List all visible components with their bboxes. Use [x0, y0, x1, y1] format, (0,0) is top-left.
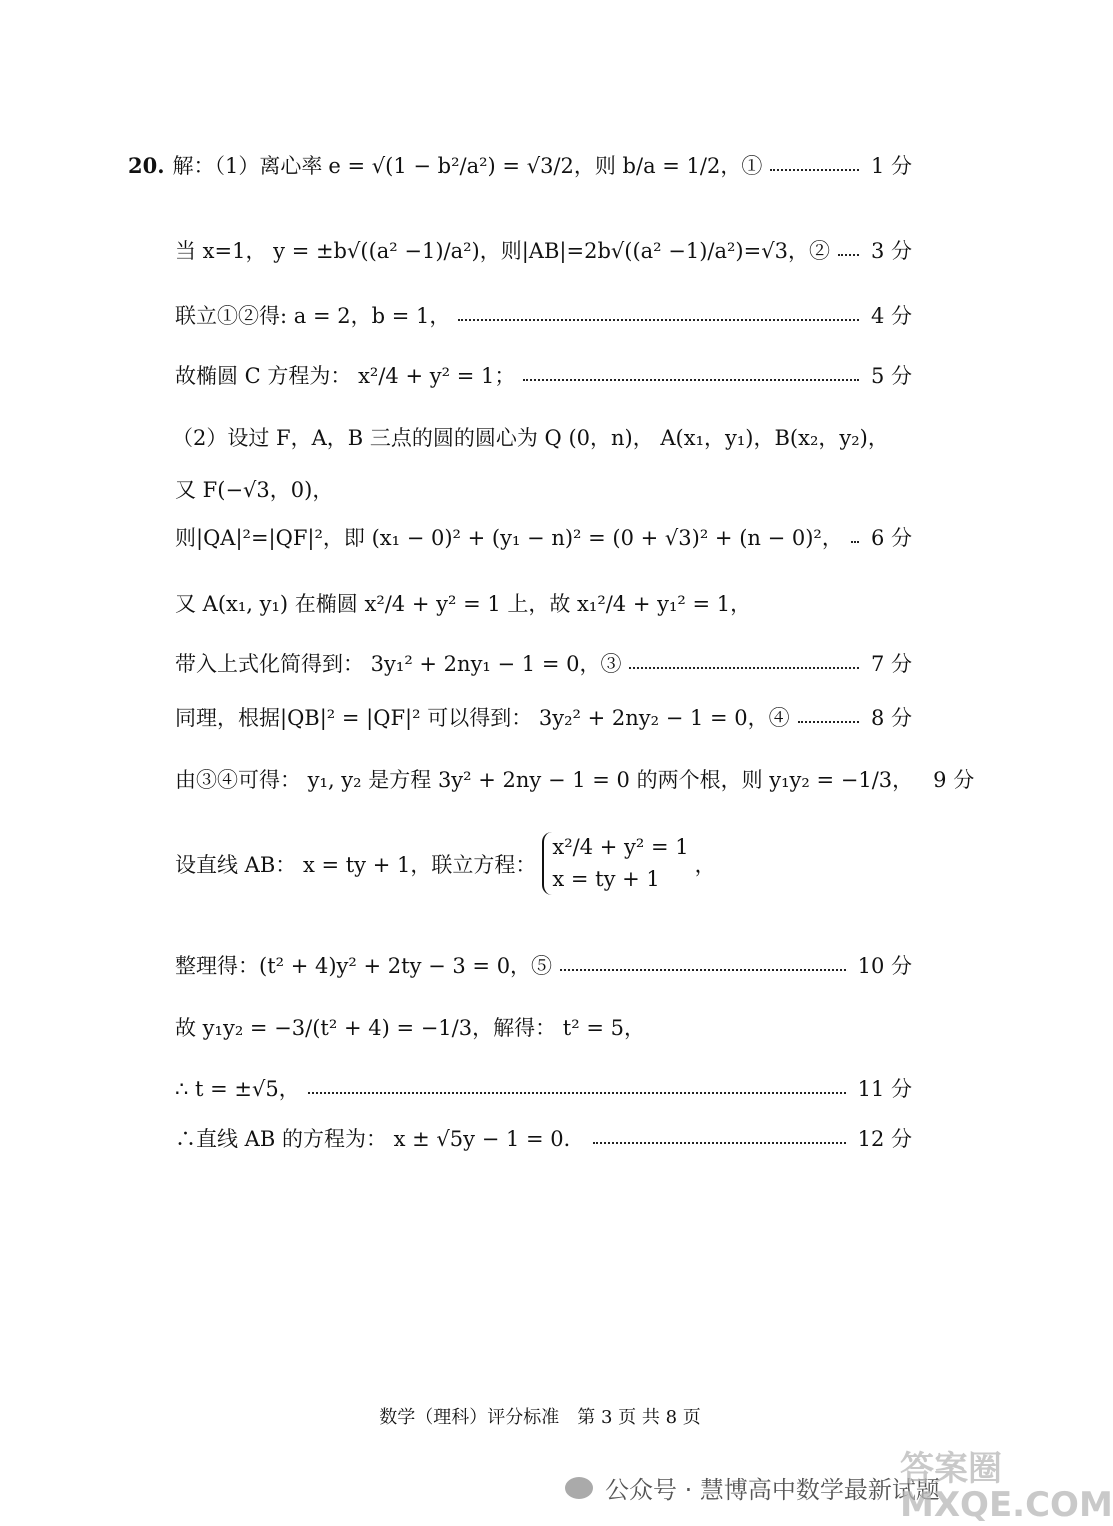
wechat-text: 公众号 · 慧博高中数学最新试题	[605, 1476, 940, 1504]
solution-line-8	[175, 588, 912, 618]
line-text: 又 F(−√3，0)，	[175, 478, 334, 502]
solution-line-12	[175, 832, 912, 895]
line-text: 又 A(x₁, y₁) 在椭圆 x²/4 + y² = 1 上，故 x₁²/4 + y₁² = 1，	[175, 592, 752, 616]
line-text: 则|QA|²=|QF|²，即 (x₁ − 0)² + (y₁ − n)² = (0 + √3)² + (n − 0)²，	[175, 526, 843, 550]
solution-line-11	[175, 764, 975, 794]
score: 8 分	[870, 706, 912, 730]
line-text: ∴ t = ±√5，	[175, 1077, 300, 1101]
leader-dots	[629, 667, 858, 669]
line-text: （2）设过 F，A，B 三点的圆的圆心为 Q (0，n)， A(x₁，y₁)，B(x₂，y₂)，	[172, 426, 889, 450]
line-text: 设直线 AB： x = ty + 1，联立方程：	[175, 852, 537, 877]
score: 1 分	[870, 154, 912, 178]
leader-dots	[798, 721, 859, 723]
score: 5 分	[870, 364, 912, 388]
leader-dots	[523, 379, 859, 381]
site-watermark	[900, 1449, 1113, 1525]
solution-line-2	[175, 235, 912, 265]
score: 6 分	[870, 526, 912, 550]
solution-line-6	[175, 474, 912, 504]
solution-line-4	[175, 360, 912, 390]
line-text: 整理得：(t² + 4)y² + 2ty − 3 = 0，⑤	[175, 954, 553, 978]
solution-line-16	[175, 1123, 912, 1153]
score: 3 分	[870, 239, 912, 263]
equation-system	[542, 832, 688, 895]
solution-line-15	[175, 1073, 912, 1103]
leader-dots	[308, 1092, 846, 1094]
line-text: ∴直线 AB 的方程为： x ± √5y − 1 = 0．	[175, 1127, 585, 1151]
line-text: e = √(1 − b²/a²) = √3/2，则 b/a = 1/2，①	[328, 154, 763, 178]
score: 7 分	[870, 652, 912, 676]
system-eq-1: x²/4 + y² = 1	[552, 835, 689, 859]
problem-number: 20.	[128, 152, 165, 178]
leader-dots	[851, 541, 859, 543]
solution-line-14	[175, 1012, 912, 1042]
watermark-line-2: MXQE.COM	[900, 1484, 1113, 1525]
problem-label: 解：（1）离心率	[172, 154, 323, 178]
watermark-line-1: 答案圈	[900, 1449, 1002, 1489]
solution-line-5	[172, 422, 912, 452]
line-text: 故椭圆 C 方程为： x²/4 + y² = 1；	[175, 364, 516, 388]
system-tail: ，	[694, 852, 716, 877]
line-text: 当 x=1， y = ±b√((a² −1)/a²)，则|AB|=2b√((a² −1)/a²)=√3，②	[175, 239, 830, 263]
leader-dots	[838, 254, 859, 256]
leader-dots	[560, 969, 846, 971]
solution-line-3	[175, 300, 912, 330]
solution-line-10	[175, 702, 912, 732]
line-text: 故 y₁y₂ = −3/(t² + 4) = −1/3，解得： t² = 5，	[175, 1016, 645, 1040]
leader-dots	[770, 169, 859, 171]
line-text: 由③④可得： y₁, y₂ 是方程 3y² + 2ny − 1 = 0 的两个根，则 y₁y₂ = −1/3，	[175, 768, 914, 792]
score: 9 分	[933, 768, 975, 792]
leader-dots	[593, 1142, 846, 1144]
wechat-icon	[565, 1477, 593, 1499]
solution-line-9	[175, 648, 912, 678]
line-text: 同理，根据|QB|² = |QF|² 可以得到： 3y₂² + 2ny₂ − 1 = 0，④	[175, 706, 790, 730]
score: 4 分	[870, 304, 912, 328]
solution-line-13	[175, 950, 912, 980]
wechat-account-caption	[565, 1470, 940, 1505]
line-text: 联立①②得: a = 2，b = 1，	[175, 304, 451, 328]
line-text: 带入上式化简得到： 3y₁² + 2ny₁ − 1 = 0，③	[175, 652, 622, 676]
leader-dots	[458, 319, 859, 321]
score: 12 分	[857, 1127, 912, 1151]
score: 10 分	[857, 954, 912, 978]
score: 11 分	[857, 1077, 912, 1101]
system-eq-2: x = ty + 1	[552, 866, 660, 891]
page-footer: 数学（理科）评分标准 第 3 页 共 8 页	[379, 1407, 701, 1428]
solution-line-7	[175, 522, 912, 552]
solution-line-1	[128, 150, 912, 180]
